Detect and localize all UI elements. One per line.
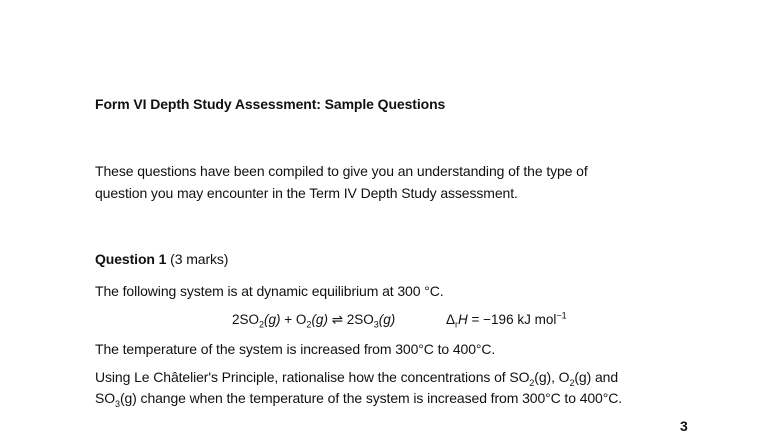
- enthalpy-symbol: H: [458, 312, 468, 327]
- task-line-1-part-b: (g), O: [534, 369, 570, 385]
- enthalpy-change: [446, 311, 567, 329]
- enthalpy-delta: Δ: [446, 312, 456, 327]
- enthalpy-unit-exponent: −1: [556, 310, 567, 321]
- eq-arrow: ⇌: [327, 312, 347, 327]
- page-number: 3: [680, 418, 688, 434]
- task-line-2-part-b: (g) change when the temperature of the system is increased from 300°C to 400°C.: [119, 390, 623, 406]
- eq-reactant-1: 2SO: [232, 312, 260, 327]
- eq-product-subscript: 3: [373, 319, 379, 330]
- temperature-change: The temperature of the system is increased from 300°C to 400°C.: [95, 341, 496, 357]
- task-line-2: [95, 389, 622, 407]
- task-line-1-sub-1: 2: [529, 377, 535, 388]
- task-line-1-part-a: Using Le Châtelier's Principle, rationalise how the concentrations of SO: [95, 369, 530, 385]
- eq-reactant-2-state: (g): [311, 312, 328, 327]
- page-title: Form VI Depth Study Assessment: Sample Questions: [95, 96, 446, 112]
- eq-product: 2SO: [346, 312, 374, 327]
- system-statement: The following system is at dynamic equilibrium at 300 °C.: [95, 283, 444, 299]
- eq-reactant-2-subscript: 2: [306, 319, 312, 330]
- intro-line-1: These questions have been compiled to give you an understanding of the type of: [95, 163, 588, 179]
- question-heading: [95, 250, 228, 268]
- eq-reactant-1-subscript: 2: [259, 319, 265, 330]
- task-line-1: [95, 368, 618, 386]
- enthalpy-value: = −196 kJ mol: [467, 312, 557, 327]
- task-line-1-part-c: (g) and: [574, 369, 619, 385]
- enthalpy-delta-subscript: r: [455, 319, 459, 330]
- chemical-equation: [232, 311, 395, 329]
- question-label: Question 1: [95, 251, 167, 267]
- intro-line-2: question you may encounter in the Term IV Depth Study assessment.: [95, 185, 518, 201]
- eq-reactant-2: + O: [280, 312, 307, 327]
- task-line-2-part-a: SO: [95, 390, 116, 406]
- eq-reactant-1-state: (g): [264, 312, 281, 327]
- task-line-1-sub-2: 2: [569, 377, 575, 388]
- question-marks: (3 marks): [170, 251, 229, 267]
- task-line-2-sub: 3: [115, 398, 120, 409]
- eq-product-state: (g): [378, 312, 396, 327]
